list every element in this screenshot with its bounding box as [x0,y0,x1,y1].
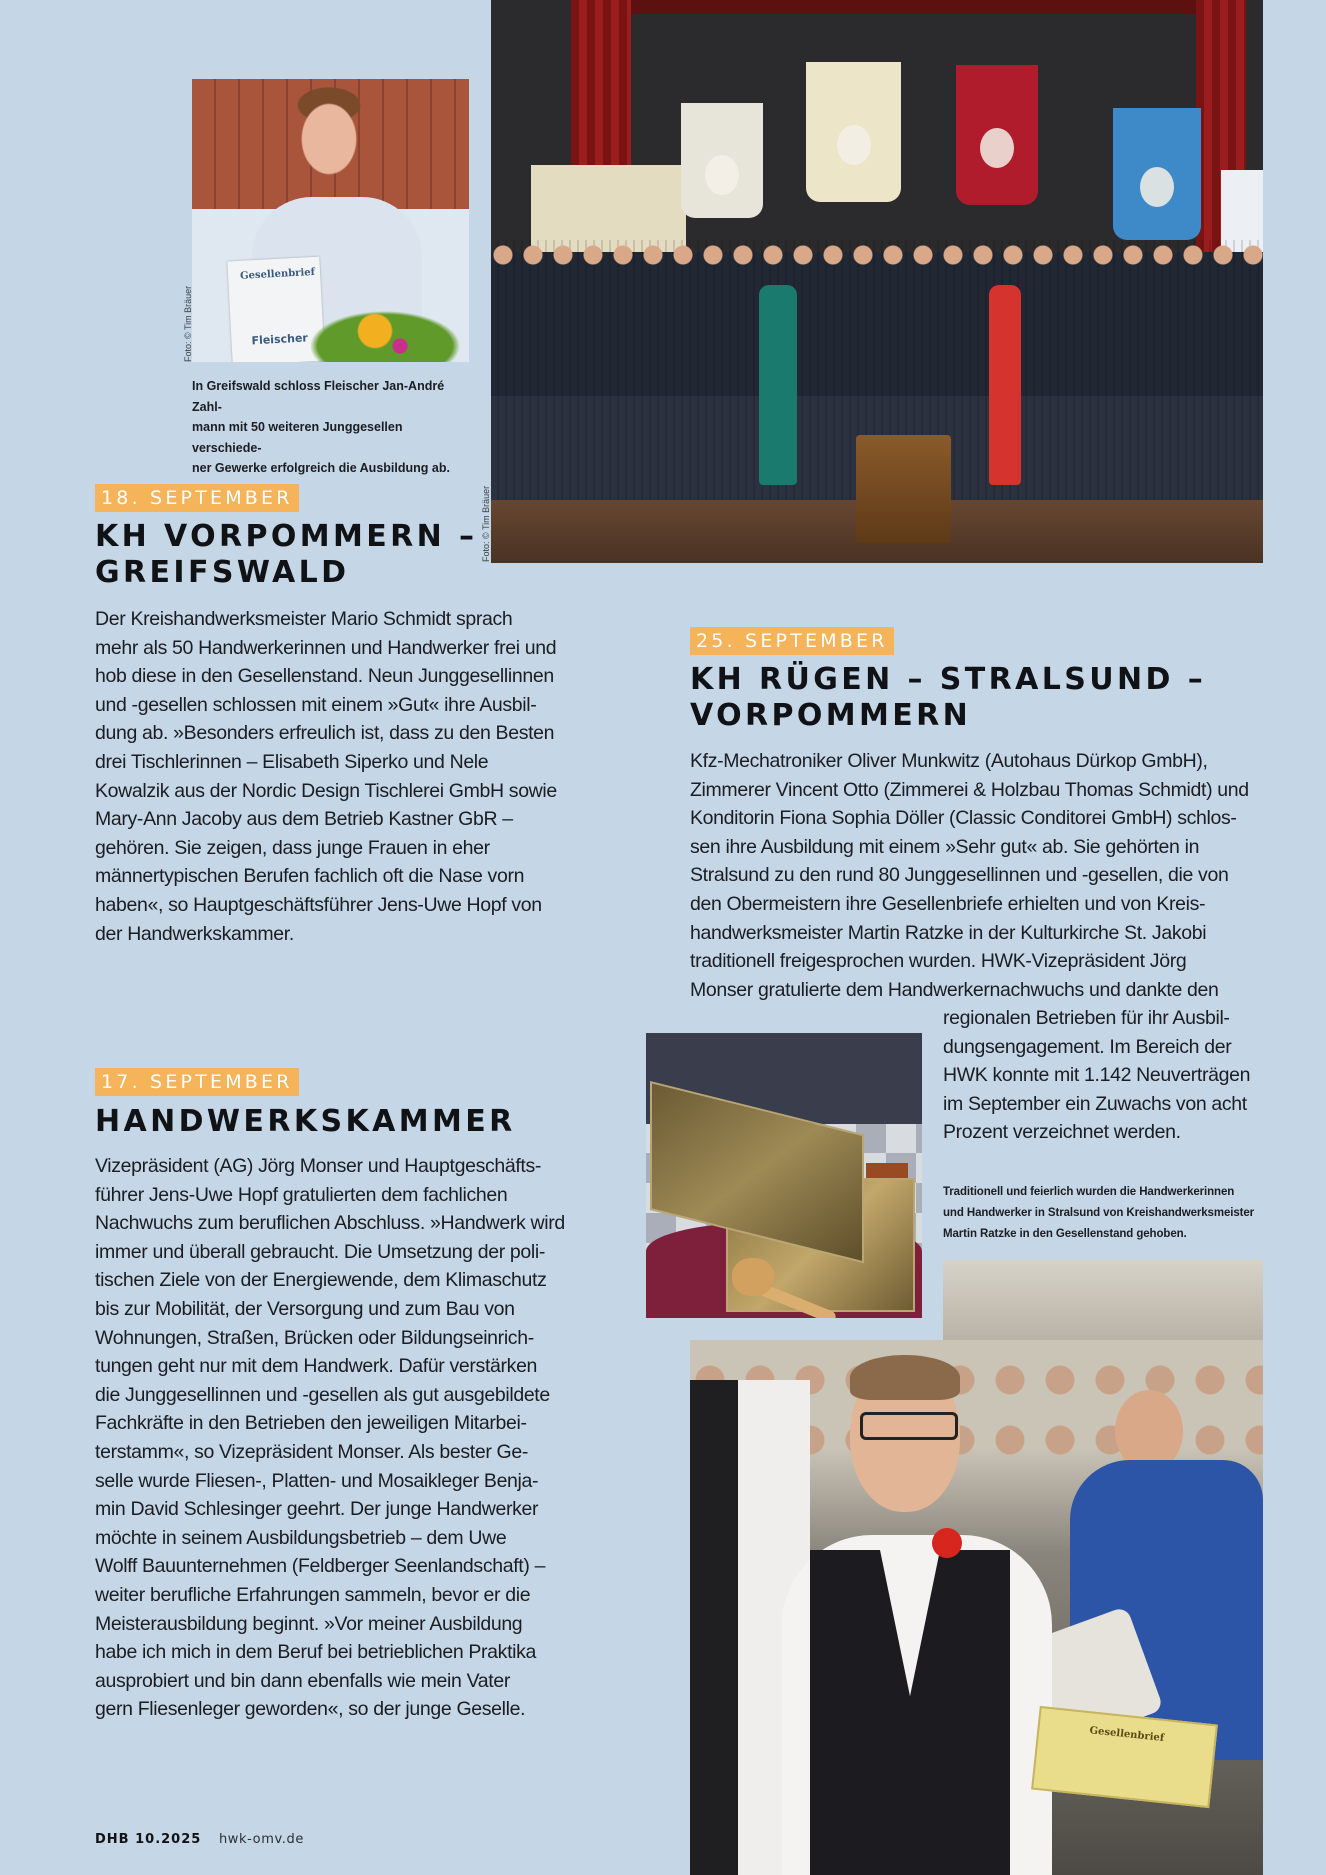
body-line: führer Jens-Uwe Hopf gratulierten dem fachlichen [95,1183,508,1206]
body-line: min David Schlesinger geehrt. Der junge Handwerker [95,1498,539,1521]
article-heading [690,662,1270,734]
body-line: sen ihre Ausbildung mit einem »Sehr gut« ab. Sie gehörten in [690,835,1200,858]
body-line: drei Tischlerinnen – Elisabeth Siperko und Nele [95,750,489,773]
article-heading [95,519,535,591]
flower-bouquet [310,301,460,362]
photo-graduate-portrait [192,79,469,362]
article-body [95,1152,595,1724]
date-tag: 25. SEPTEMBER [690,627,894,655]
article-body [95,605,575,948]
body-line: terstamm«, so Vizepräsident Monser. Als bester Ge- [95,1440,528,1463]
body-line: Kowalzik aus der Nordic Design Tischlerei GmbH sowie [95,779,557,802]
photo-group-ceremony [491,0,1263,563]
graduates-heads [491,240,1263,270]
heading-line: KH RÜGEN – STRALSUND – [690,662,1207,697]
website-link[interactable]: hwk-omv.de [218,1832,304,1847]
body-line: ausprobiert und bin dann ebenfalls wie mein Vater [95,1669,511,1692]
body-line: möchte in seinem Ausbildungsbetrieb – dem Uwe [95,1526,507,1549]
body-line: den Obermeistern ihre Gesellenbriefe erhielten und von Kreis- [690,892,1206,915]
body-line: der Handwerkskammer. [95,922,294,945]
body-line: Meisterausbildung beginnt. »Vor meiner Ausbildung [95,1612,523,1635]
gavel-head [732,1258,774,1296]
caption-line: In Greifswald schloss Fleischer Jan-André Zahl- [192,379,445,414]
body-line: immer und überall gebraucht. Die Umsetzung der poli- [95,1240,546,1263]
graduate-red-dress [989,285,1021,485]
body-line: tungen geht nur mit dem Handwerk. Dafür verstärken [95,1355,538,1378]
caption-line: ner Gewerke erfolgreich die Ausbildung ab. [192,461,450,475]
guild-banner [956,65,1038,205]
photo-credit: Foto: © Tim Bräuer [183,285,193,362]
caption-line: und Handwerker in Stralsund von Kreishandwerksmeister [943,1207,1255,1219]
date-tag: 17. SEPTEMBER [95,1068,299,1096]
stralsund-caption [943,1182,1268,1245]
guild-banner [681,103,763,218]
body-line: dungsengagement. Im Bereich der [943,1035,1232,1058]
body-line: Vizepräsident (AG) Jörg Monser und Hauptgeschäfts- [95,1155,542,1177]
body-line: habe ich mich in dem Beruf bei betrieblichen Praktika [95,1641,537,1664]
body-line: Monser gratulierte dem Handwerkernachwuchs und dankte den [690,978,1219,1001]
body-line: Konditorin Fiona Sophia Döller (Classic Conditorei GmbH) schlos- [690,807,1237,830]
graduate-green-dress [759,285,797,485]
body-line: dung ab. »Besonders erfreulich ist, dass zu den Besten [95,722,555,745]
caption-line: mann mit 50 weiteren Junggesellen verschiede- [192,420,403,455]
body-line: die Junggesellinnen und -gesellen als gut ausgebildete [95,1383,550,1406]
journeyman-hair [850,1355,960,1400]
body-line: Fachkräfte in den Betrieben den jeweiligen Mitarbei- [95,1412,527,1435]
photo-seated-graduates-top [943,1260,1263,1342]
guild-banner [806,62,901,202]
body-line: Stralsund zu den rund 80 Junggesellinnen und -gesellen, die von [690,864,1229,887]
body-line: hob diese in den Gesellenstand. Neun Junggesellinnen [95,665,554,688]
body-line: Nachwuchs zum beruflichen Abschluss. »Handwerk wird [95,1212,565,1235]
body-line: mehr als 50 Handwerkerinnen und Handwerker frei und [95,636,557,659]
body-line: Wohnungen, Straßen, Brücken oder Bildungseinrich- [95,1326,534,1349]
body-line: traditionell freigesprochen wurden. HWK-Vizepräsident Jörg [690,950,1187,973]
body-line: weiter berufliche Erfahrungen sammeln, bevor er die [95,1583,531,1606]
article-heading [95,1104,615,1140]
date-tag: 18. SEPTEMBER [95,484,299,512]
certificate-title: Gesellenbrief [239,266,316,282]
red-carnation [932,1528,962,1558]
article-body [690,747,1270,1004]
body-line: haben«, so Hauptgeschäftsführer Jens-Uwe Hopf von [95,893,542,916]
issue-label: DHB 10.2025 [95,1832,202,1847]
body-line: handwerksmeister Martin Ratzke in der Kulturkirche St. Jakobi [690,921,1207,944]
wooden-lectern [856,435,951,543]
body-line: Mary-Ann Jacoby aus dem Betrieb Kastner GbR – [95,808,513,831]
body-line: Zimmerer Vincent Otto (Zimmerei & Holzbau Thomas Schmidt) und [690,778,1249,801]
heading-line: HANDWERKSKAMMER [95,1104,516,1139]
stage-curtain-top [571,0,1246,14]
photo-seated-graduates [690,1340,1263,1875]
body-line: im September ein Zuwachs von acht [943,1092,1247,1115]
body-line: Wolff Bauunternehmen (Feldberger Seenlandschaft) – [95,1555,546,1578]
body-line: bis zur Mobilität, der Versorgung und zum Bau von [95,1297,515,1320]
glasses [860,1412,958,1440]
heading-line: VORPOMMERN [690,698,972,733]
portrait-caption [192,376,472,479]
body-line: regionalen Betrieben für ihr Ausbil- [943,1007,1230,1029]
photo-guild-chest [646,1033,922,1318]
body-line: Kfz-Mechatroniker Oliver Munkwitz (Autohaus Dürkop GmbH), [690,750,1208,772]
page-footer [95,1831,304,1847]
body-line: gehören. Sie zeigen, dass junge Frauen in eher [95,836,490,859]
body-line: und -gesellen schlossen mit einem »Gut« ihre Ausbil- [95,693,537,716]
body-line: gern Fliesenleger geworden«, so der junge Geselle. [95,1698,526,1721]
body-line: tischen Ziele von der Energiewende, dem Klimaschutz [95,1269,547,1292]
caption-line: Traditionell und feierlich wurden die Handwerkerinnen [943,1186,1235,1198]
caption-line: Martin Ratzke in den Gesellenstand gehoben. [943,1228,1187,1240]
body-line: männertypischen Berufen fachlich oft die Nase vorn [95,865,525,888]
certificate-title: Gesellenbrief [1088,1725,1165,1744]
body-line: Der Kreishandwerksmeister Mario Schmidt sprach [95,608,513,630]
certificate-trade: Fleischer [251,331,309,348]
heading-line: KH VORPOMMERN – [95,519,478,554]
certificate [1031,1706,1218,1808]
guild-banner [1113,108,1201,240]
article-body-continued [943,1004,1263,1147]
photo-credit: Foto: © Tim Bräuer [481,485,491,562]
body-line: selle wurde Fliesen-, Platten- und Mosaikleger Benja- [95,1469,539,1492]
body-line: Prozent verzeichnet werden. [943,1121,1181,1144]
heading-line: GREIFSWALD [95,555,350,590]
body-line: HWK konnte mit 1.142 Neuverträgen [943,1064,1251,1087]
